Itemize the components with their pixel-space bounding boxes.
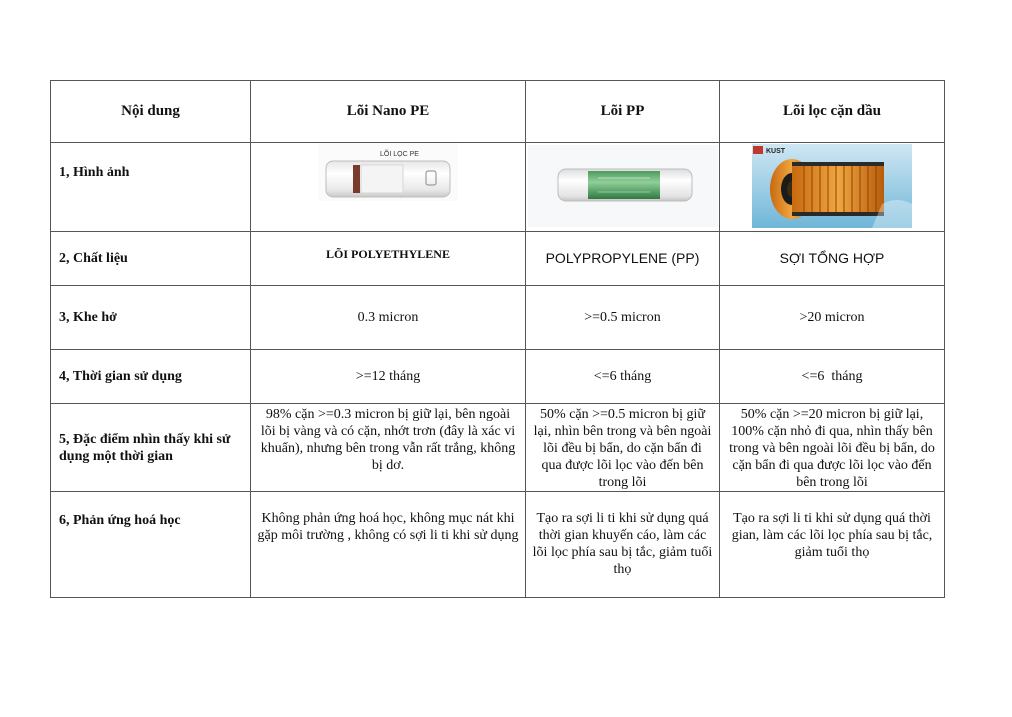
nano-pe-material: LÕI POLYETHYLENE [251, 232, 526, 286]
table-row [51, 232, 945, 286]
row-label-characteristics: 5, Đặc điểm nhìn thấy khi sử dụng một thời gian [51, 404, 251, 492]
oil-material: SỢI TỔNG HỢP [720, 232, 945, 286]
header-pp: Lõi PP [526, 81, 720, 143]
oil-characteristics: 50% cặn >=20 micron bị giữ lại, 100% cặn nhỏ đi qua, nhìn thấy bên trong và bên ngoài lõi đều bị bẩn, do cặn bẩn đi qua được lõi lọc vào đến bên trong lõi [720, 404, 945, 492]
row-label-usage-time: 4, Thời gian sử dụng [51, 350, 251, 404]
pp-gap: >=0.5 micron [526, 286, 720, 350]
table-row [51, 404, 945, 492]
oil-gap: >20 micron [720, 286, 945, 350]
pe-caption-text: LÕI LỌC PE [380, 151, 419, 158]
row-label-chemical-reaction: 6, Phản ứng hoá học [51, 492, 251, 598]
comparison-table [50, 80, 945, 598]
nano-pe-chemical-reaction: Không phản ứng hoá học, không mục nát khi gặp môi trường , không có sợi li ti khi sử dụng [251, 492, 526, 598]
nano-pe-image-cell [251, 143, 526, 232]
row-label-material: 2, Chất liệu [51, 232, 251, 286]
row-label-image: 1, Hình ảnh [51, 143, 251, 232]
nano-pe-filter-image [318, 143, 458, 201]
table-row [51, 143, 945, 232]
nano-pe-characteristics: 98% cặn >=0.3 micron bị giữ lại, bên ngoài lõi bị vàng và có cặn, nhớt trơn (đây là xác vi khuẩn), nhưng bên trong vẫn rất trắng, không bị dơ. [251, 404, 526, 492]
oil-chemical-reaction: Tạo ra sợi li ti khi sử dụng quá thời gian, làm các lõi lọc phía sau bị tắc, giảm tuổi thọ [720, 492, 945, 598]
header-nano-pe: Lõi Nano PE [251, 81, 526, 143]
oil-logo-text: KUST [766, 148, 786, 155]
row-label-gap: 3, Khe hở [51, 286, 251, 350]
pp-material: POLYPROPYLENE (PP) [526, 232, 720, 286]
table-row [51, 492, 945, 598]
oil-usage-time: <=6 tháng [720, 350, 945, 404]
nano-pe-usage-time: >=12 tháng [251, 350, 526, 404]
pp-usage-time: <=6 tháng [526, 350, 720, 404]
header-row [51, 81, 945, 143]
pp-chemical-reaction: Tạo ra sợi li ti khi sử dụng quá thời gian khuyến cáo, làm các lõi lọc phía sau bị tắc, giảm tuổi thọ [526, 492, 720, 598]
table-row [51, 286, 945, 350]
header-content: Nội dung [51, 81, 251, 143]
oil-filter-image-cell [720, 143, 945, 232]
pp-filter-image [528, 145, 718, 227]
oil-filter-image [752, 144, 912, 228]
nano-pe-gap: 0.3 micron [251, 286, 526, 350]
table-row [51, 350, 945, 404]
pp-characteristics: 50% cặn >=0.5 micron bị giữ lại, nhìn bên trong và bên ngoài lõi đều bị bẩn, do cặn bẩn đi qua được lõi lọc vào đến bên trong lõi [526, 404, 720, 492]
pp-image-cell [526, 143, 720, 232]
header-oil-filter: Lõi lọc cặn dầu [720, 81, 945, 143]
